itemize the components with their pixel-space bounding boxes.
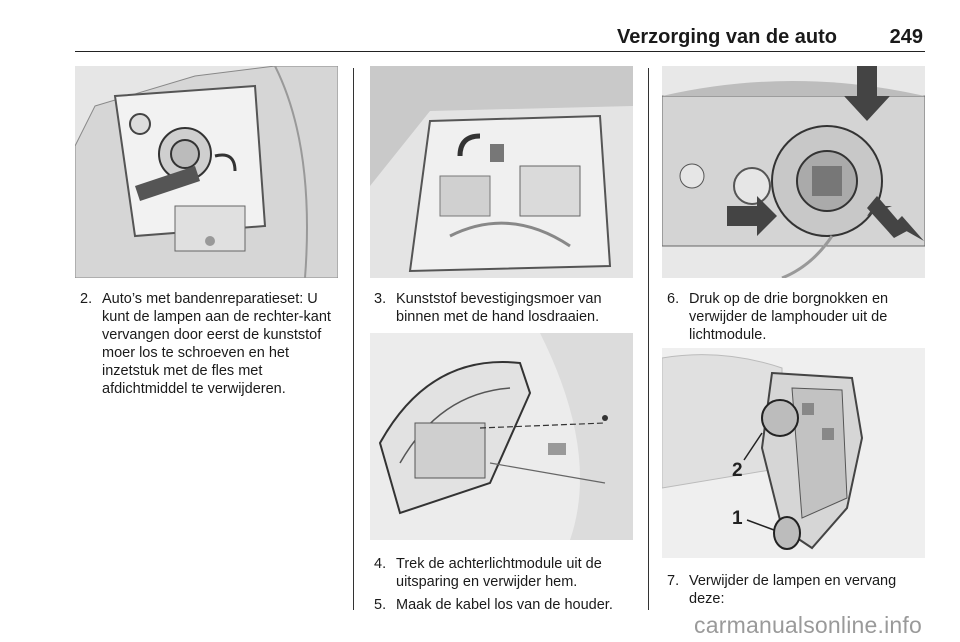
page-header xyxy=(75,24,925,52)
step-number: 2. xyxy=(80,291,93,307)
step-7 xyxy=(667,572,929,608)
section-title: Verzorging van de auto xyxy=(616,26,837,48)
step-text: Maak de kabel los van de houder. xyxy=(396,597,613,613)
step-3 xyxy=(374,290,636,326)
label-2: 2 xyxy=(732,460,743,481)
lamp-holder-illustration xyxy=(662,348,925,558)
light-module-illustration xyxy=(370,333,633,540)
figure-trunk-panel xyxy=(75,66,338,278)
step-number: 3. xyxy=(374,291,387,307)
watermark: carmanualsonline.info xyxy=(694,612,922,638)
step-number: 6. xyxy=(667,291,680,307)
step-5 xyxy=(374,596,644,614)
trunk-panel-illustration xyxy=(75,66,338,278)
step-6 xyxy=(667,290,929,344)
figure-locking-tabs xyxy=(662,66,925,278)
column-divider-right xyxy=(648,68,649,610)
step-text: Trek de achterlichtmodule uit de uitsparing en verwijder hem. xyxy=(396,556,602,590)
figure-lamp-holder xyxy=(662,348,925,558)
column-divider-left xyxy=(353,68,354,610)
step-text: Auto’s met bandenreparatieset: U kunt de lampen aan de rechter-kant vervangen door eerst de kunststof moer los te schroeven en het inzetstuk met de fles met afdichtmiddel te verwijderen. xyxy=(102,291,331,397)
locking-tabs-illustration xyxy=(662,66,925,278)
step-2 xyxy=(80,290,342,398)
step-number: 5. xyxy=(374,597,387,613)
step-number: 4. xyxy=(374,556,387,572)
step-text: Kunststof bevestigingsmoer van binnen met de hand losdraaien. xyxy=(396,291,602,325)
figure-inner-nut xyxy=(370,66,633,278)
step-text: Verwijder de lampen en vervang deze: xyxy=(689,573,897,607)
figure-light-module xyxy=(370,333,633,540)
page-number: 249 xyxy=(889,26,923,48)
label-1: 1 xyxy=(732,508,743,529)
step-text: Druk op de drie borgnokken en verwijder de lamphouder uit de lichtmodule. xyxy=(689,291,889,343)
inner-nut-illustration xyxy=(370,66,633,278)
step-4 xyxy=(374,555,636,591)
step-number: 7. xyxy=(667,573,680,589)
